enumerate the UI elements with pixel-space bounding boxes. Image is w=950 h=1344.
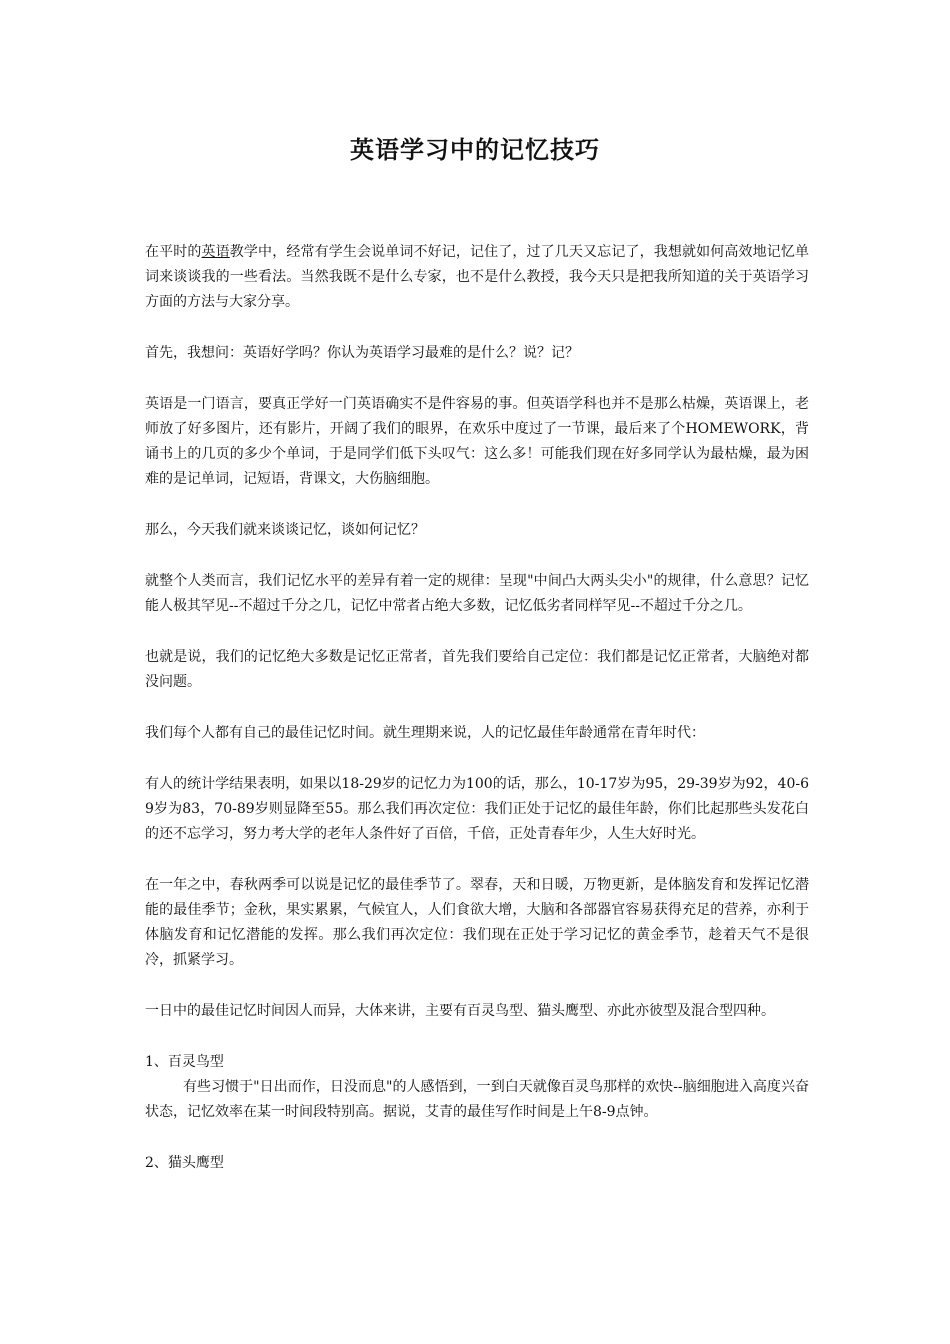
document-body bbox=[145, 240, 809, 1176]
intro-text-after-link: 教学中，经常有学生会说单词不好记，记住了，过了几天又忘记了，我想就如何高效地记忆单词来谈谈我的一些看法。当然我既不是什么专家，也不是什么教授，我今天只是把我所知道的关于英语学习方面的方法与大家分享。 bbox=[145, 244, 810, 310]
age-statistics-paragraph: 有人的统计学结果表明，如果以18-29岁的记忆力为100的话，那么，10-17岁为95，29-39岁为92，40-69岁为83，70-89岁则显降至55。那么我们再次定位：我们正处于记忆的最佳年龄，你们比起那些头发花白的还不忘学习，努力考大学的老年人条件好了百倍，千倍，正处青春年少，人生大好时光。 bbox=[145, 776, 809, 842]
season-paragraph: 在一年之中，春秋两季可以说是记忆的最佳季节了。翠春，天和日暖，万物更新，是体脑发育和发挥记忆潜能的最佳季节；金秋，果实累累，气候宜人，人们食欲大增，大脑和各部器官容易获得充足的营养，亦利于体脑发育和记忆潜能的发挥。那么我们再次定位：我们现在正处于学习记忆的黄金季节，趁着天气不是很冷，抓紧学习。 bbox=[145, 877, 809, 968]
question-paragraph: 首先，我想问：英语好学吗？你认为英语学习最难的是什么？说？记？ bbox=[145, 345, 579, 361]
memory-distribution-paragraph: 就整个人类而言，我们记忆水平的差异有着一定的规律：呈现"中间凸大两头尖小"的规律，什么意思？记忆能人极其罕见--不超过千分之几，记忆中常者占绝大多数，记忆低劣者同样罕见--不超过千分之几。 bbox=[145, 573, 809, 614]
section-heading-owl: 2、猫头鹰型 bbox=[145, 1155, 224, 1171]
memory-normal-paragraph: 也就是说，我们的记忆绝大多数是记忆正常者，首先我们要给自己定位：我们都是记忆正常者，大脑绝对都没问题。 bbox=[145, 649, 809, 690]
daily-time-paragraph: 一日中的最佳记忆时间因人而异，大体来讲，主要有百灵鸟型、猫头鹰型、亦此亦彼型及混合型四种。 bbox=[145, 1003, 775, 1019]
english-link[interactable]: 英语 bbox=[201, 244, 230, 260]
document-title: 英语学习中的记忆技巧 bbox=[350, 135, 600, 164]
memory-topic-paragraph: 那么，今天我们就来谈谈记忆，谈如何记忆？ bbox=[145, 522, 425, 538]
intro-paragraph bbox=[145, 240, 809, 315]
difficulty-paragraph: 英语是一门语言，要真正学好一门英语确实不是件容易的事。但英语学科也并不是那么枯燥，英语课上，老师放了好多图片，还有影片，开阔了我们的眼界，在欢乐中度过了一节课，最后来了个HOMEWORK，背诵书上的几页的多少个单词，于是同学们低下头叹气：这么多！可能我们现在好多同学认为最枯燥，最为困难的是记单词，记短语，背课文，大伤脑细胞。 bbox=[145, 396, 809, 487]
best-memory-time-paragraph: 我们每个人都有自己的最佳记忆时间。就生理期来说，人的记忆最佳年龄通常在青年时代： bbox=[145, 725, 705, 741]
section-heading-lark: 1、百灵鸟型 bbox=[145, 1054, 224, 1070]
intro-text-before-link: 在平时的 bbox=[145, 244, 202, 260]
section-text-lark: 有些习惯于"日出而作，日没而息"的人感悟到，一到白天就像百灵鸟那样的欢快--脑细胞进入高度兴奋状态，记忆效率在某一时间段特别高。据说，艾青的最佳写作时间是上午8-9点钟。 bbox=[145, 1079, 809, 1120]
